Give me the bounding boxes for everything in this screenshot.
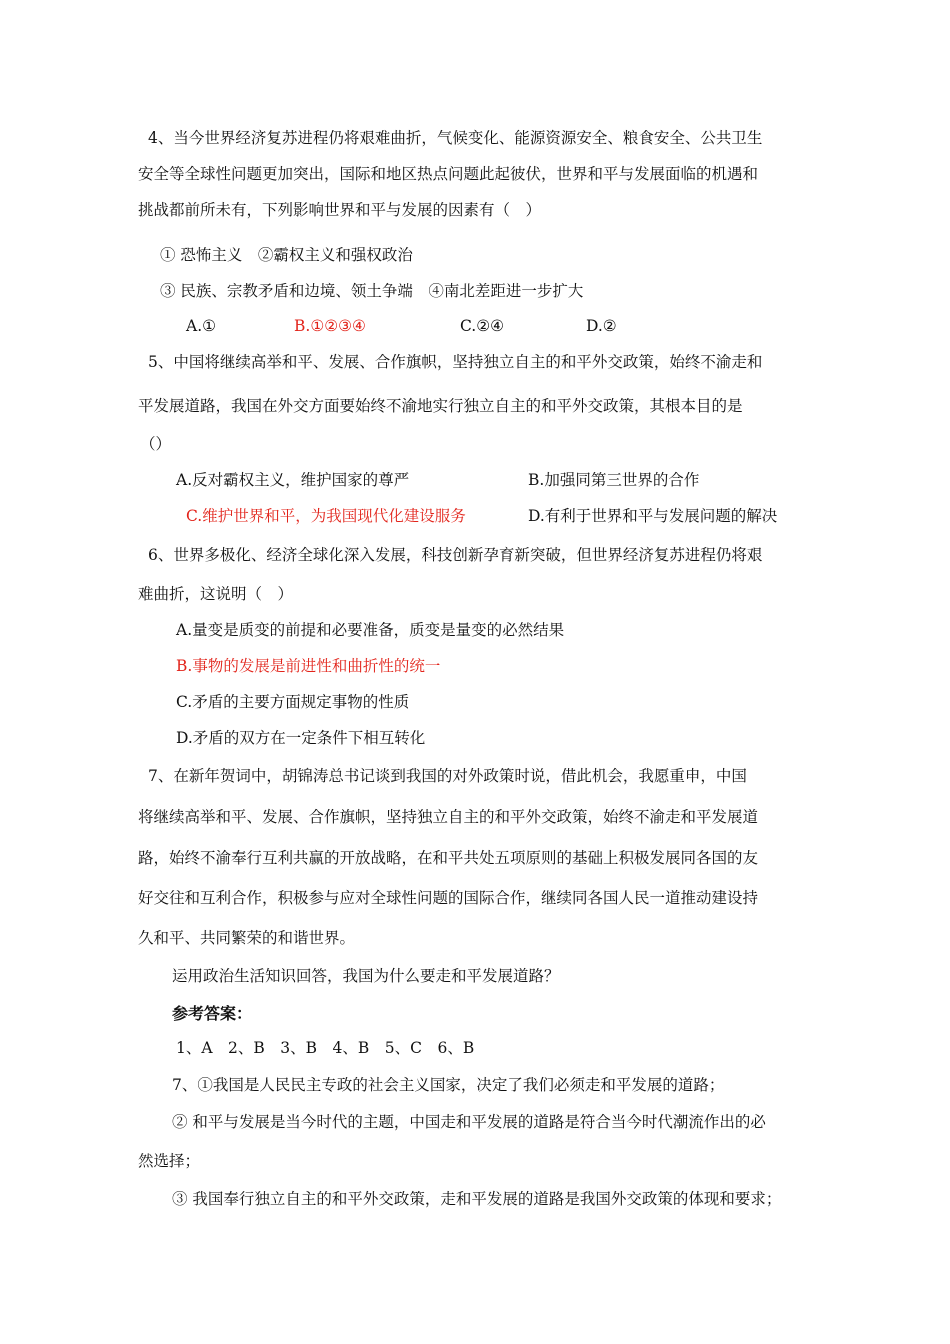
answer-7-point-2-line-2: 然选择； — [138, 1152, 201, 1170]
q5-option-a: A.反对霸权主义，维护国家的尊严 — [176, 471, 410, 489]
answers-heading: 参考答案： — [172, 1004, 253, 1023]
q4-statement-line-1: ① 恐怖主义 ②霸权主义和强权政治 — [160, 246, 413, 264]
q5-option-b: B.加强同第三世界的合作 — [528, 471, 700, 489]
q4-stem-line-2: 安全等全球性问题更加突出，国际和地区热点问题此起彼伏，世界和平与发展面临的机遇和 — [138, 165, 759, 183]
q7-stem-line-4: 好交往和互利合作，积极参与应对全球性问题的国际合作，继续同各国人民一道推动建设持 — [138, 889, 759, 907]
q7-stem-line-2: 将继续高举和平、发展、合作旗帜，坚持独立自主的和平外交政策，始终不渝走和平发展道 — [138, 808, 759, 826]
q4-option-a: A.① — [186, 317, 217, 335]
q5-stem-line-3: （） — [140, 435, 172, 453]
q5-stem-line-1: 5、中国将继续高举和平、发展、合作旗帜，坚持独立自主的和平外交政策，始终不渝走和 — [148, 353, 763, 371]
answer-7-point-1: 7、①我国是人民民主专政的社会主义国家，决定了我们必须走和平发展的道路； — [172, 1076, 725, 1094]
q7-stem-line-3: 路，始终不渝奉行互利共赢的开放战略，在和平共处五项原则的基础上积极发展同各国的友 — [138, 849, 759, 867]
q5-option-d: D.有利于世界和平与发展问题的解决 — [528, 507, 778, 525]
answer-7-point-3: ③ 我国奉行独立自主的和平外交政策，走和平发展的道路是我国外交政策的体现和要求； — [172, 1190, 782, 1208]
q7-stem-line-1: 7、在新年贺词中，胡锦涛总书记谈到我国的对外政策时说，借此机会，我愿重申，中国 — [148, 767, 747, 785]
q6-option-d: D.矛盾的双方在一定条件下相互转化 — [176, 729, 426, 747]
answer-7-point-2-line-1: ② 和平与发展是当今时代的主题，中国走和平发展的道路是符合当今时代潮流作出的必 — [172, 1113, 766, 1131]
q4-stem-line-3: 挑战都前所未有，下列影响世界和平与发展的因素有（ ） — [138, 201, 542, 219]
q6-option-c: C.矛盾的主要方面规定事物的性质 — [176, 693, 410, 711]
answers-choice-line: 1、A 2、B 3、B 4、B 5、C 6、B — [176, 1039, 475, 1057]
q6-option-b-correct: B.事物的发展是前进性和曲折性的统一 — [176, 657, 441, 675]
q6-option-a: A.量变是质变的前提和必要准备，质变是量变的必然结果 — [176, 621, 565, 639]
q4-option-d: D.② — [586, 317, 617, 335]
q4-statement-line-2: ③ 民族、宗教矛盾和边境、领土争端 ④南北差距进一步扩大 — [160, 282, 584, 300]
q4-stem-line-1: 4、当今世界经济复苏进程仍将艰难曲折，气候变化、能源资源安全、粮食安全、公共卫生 — [148, 129, 763, 147]
q6-stem-line-2: 难曲折，这说明（ ） — [138, 585, 294, 603]
q7-question: 运用政治生活知识回答，我国为什么要走和平发展道路？ — [172, 967, 560, 985]
q7-stem-line-5: 久和平、共同繁荣的和谐世界。 — [138, 929, 356, 947]
q6-stem-line-1: 6、世界多极化、经济全球化深入发展，科技创新孕育新突破，但世界经济复苏进程仍将艰 — [148, 546, 763, 564]
q4-option-c: C.②④ — [460, 317, 505, 335]
q5-option-c-correct: C.维护世界和平，为我国现代化建设服务 — [186, 507, 466, 525]
q5-stem-line-2: 平发展道路，我国在外交方面要始终不渝地实行独立自主的和平外交政策，其根本目的是 — [138, 397, 743, 415]
q4-option-b-correct: B.①②③④ — [294, 317, 366, 335]
